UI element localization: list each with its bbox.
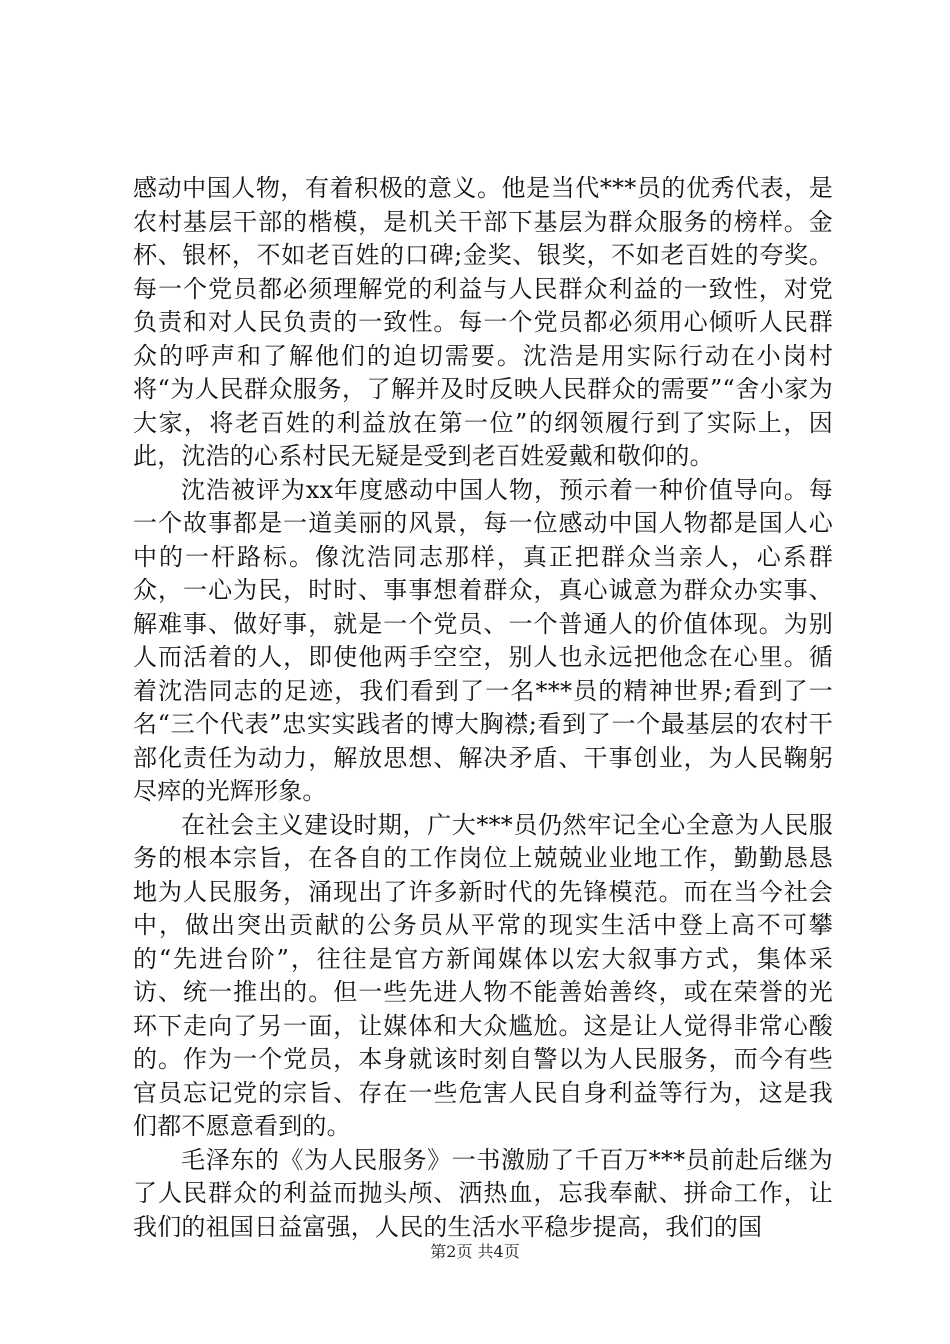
paragraph: 在社会主义建设时期，广大***员仍然牢记全心全意为人民服务的根本宗旨，在各自的工作岗位上兢兢业业地工作，勤勤恳恳地为人民服务，涌现出了许多新时代的先锋模范。而在当今社会中，做出突出贡献的公务员从平常的现实生活中登上高不可攀的“先进台阶”，往往是官方新闻媒体以宏大叙事方式，集体采访、统一推出的。但一些先进人物不能善始善终，或在荣誉的光环下走向了另一面，让媒体和大众尴尬。这是让人觉得非常心酸的。作为一个党员，本身就该时刻自警以为人民服务，而今有些官员忘记党的宗旨、存在一些危害人民自身利益等行为，这是我们都不愿意看到的。 — [133, 810, 833, 1140]
paragraph-continued: 感动中国人物，有着积极的意义。他是当代***员的优秀代表，是农村基层干部的楷模，是机关干部下基层为群众服务的榜样。金杯、银杯，不如老百姓的口碑;金奖、银奖，不如老百姓的夸奖。每一个党员都必须理解党的利益与人民群众利益的一致性，对党负责和对人民负责的一致性。每一个党员都必须用心倾听人民群众的呼声和了解他们的迫切需要。沈浩是用实际行动在小岗村将“为人民群众服务，了解并及时反映人民群众的需要”“舍小家为大家，将老百姓的利益放在第一位”的纲领履行到了实际上，因此，沈浩的心系村民无疑是受到老百姓爱戴和敬仰的。 — [133, 174, 833, 470]
paragraph: 毛泽东的《为人民服务》一书激励了千百万***员前赴后继为了人民群众的利益而抛头颅、洒热血，忘我奉献、拼命工作，让我们的祖国日益富强，人民的生活水平稳步提高，我们的国 — [133, 1145, 833, 1241]
page-number-footer: 第2页 共4页 — [430, 1242, 520, 1261]
document-body — [133, 172, 833, 1244]
paragraph: 沈浩被评为xx年度感动中国人物，预示着一种价值导向。每一个故事都是一道美丽的风景，每一位感动中国人物都是国人心中的一杆路标。像沈浩同志那样，真正把群众当亲人，心系群众，一心为民，时时、事事想着群众，真心诚意为群众办实事、解难事、做好事，就是一个党员、一个普通人的价值体现。为别人而活着的人，即使他两手空空，别人也永远把他念在心里。循着沈浩同志的足迹，我们看到了一名***员的精神世界;看到了一名“三个代表”忠实实践者的博大胸襟;看到了一个最基层的农村干部化责任为动力，解放思想、解决矛盾、干事创业，为人民鞠躬尽瘁的光辉形象。 — [133, 475, 833, 805]
